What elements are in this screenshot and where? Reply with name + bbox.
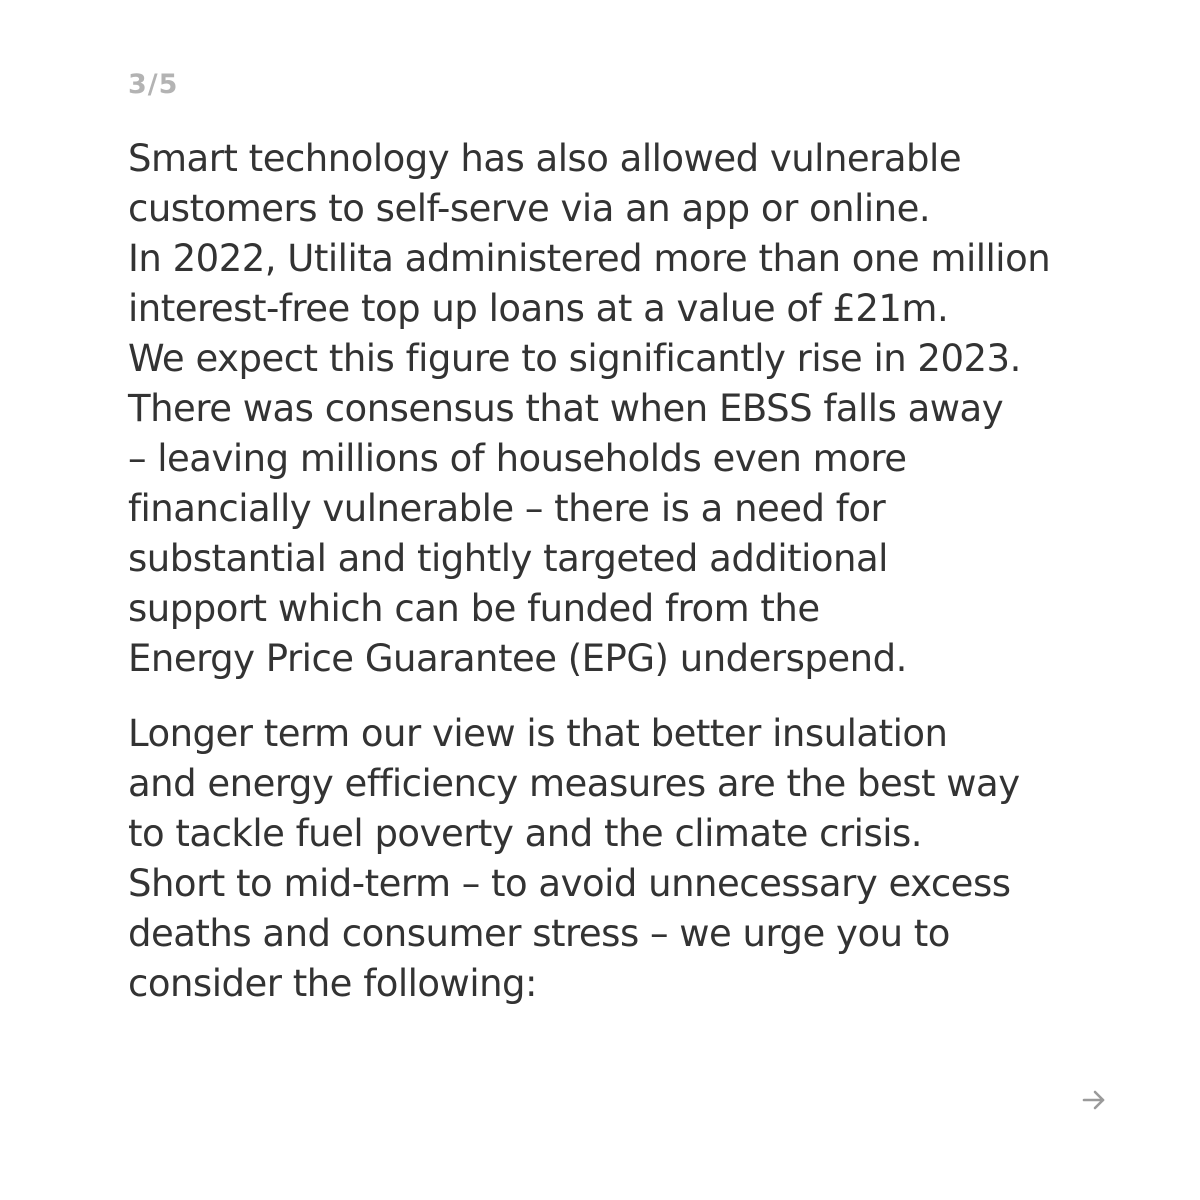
text-line: to tackle fuel poverty and the climate crisis.	[128, 812, 923, 855]
text-line: financially vulnerable – there is a need for	[128, 487, 886, 530]
text-line: deaths and consumer stress – we urge you to	[128, 912, 950, 955]
text-line: We expect this figure to significantly rise in 2023.	[128, 337, 1021, 380]
text-line: Smart technology has also allowed vulnerable	[128, 137, 962, 180]
arrow-right-icon[interactable]	[1080, 1086, 1108, 1114]
paragraph-2	[128, 709, 1088, 1009]
page-current: 3	[128, 69, 148, 100]
paragraph-1	[128, 134, 1088, 684]
text-line: support which can be funded from the	[128, 587, 820, 630]
text-line: interest-free top up loans at a value of £21m.	[128, 287, 949, 330]
text-line: customers to self-serve via an app or online.	[128, 187, 931, 230]
text-line: In 2022, Utilita administered more than one million	[128, 237, 1051, 280]
text-line: Longer term our view is that better insulation	[128, 712, 948, 755]
text-line: Energy Price Guarantee (EPG) underspend.	[128, 637, 907, 680]
text-line: Short to mid-term – to avoid unnecessary excess	[128, 862, 1011, 905]
text-line: – leaving millions of households even more	[128, 437, 907, 480]
text-line: consider the following:	[128, 962, 537, 1005]
text-line: and energy efficiency measures are the best way	[128, 762, 1020, 805]
page-indicator	[128, 68, 178, 102]
page-total: 5	[158, 69, 179, 100]
text-line: There was consensus that when EBSS falls away	[128, 387, 1004, 430]
text-line: substantial and tightly targeted additional	[128, 537, 888, 580]
page-separator: /	[147, 69, 159, 100]
